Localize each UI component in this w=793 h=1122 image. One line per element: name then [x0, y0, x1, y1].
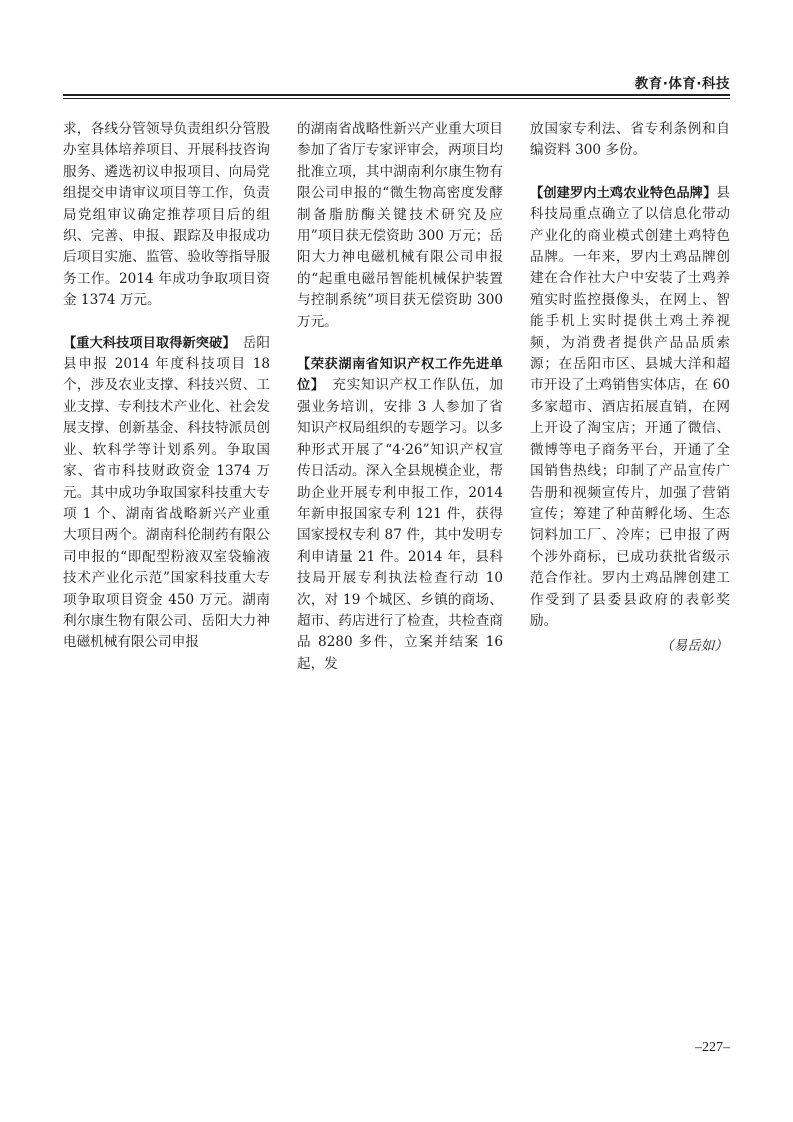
author-credit: （易岳如） — [660, 638, 728, 655]
col3-paragraph-1: 放国家专利法、省专利条例和自编资料 300 多份。 — [530, 121, 730, 159]
column-1 — [63, 119, 270, 654]
col1-section-heading: 【重大科技项目取得新突破】 — [63, 335, 230, 351]
section-header: 教育·体育·科技 — [634, 76, 730, 92]
paragraph-gap — [297, 333, 503, 354]
paragraph-gap — [530, 162, 730, 183]
col2-paragraph-1: 的湖南省战略性新兴产业重大项目参加了省厅专家评审会，两项目均批准立项，其中湖南利尔康生物有限公司申报的“微生物高密度发酵制备脂肪酶关键技术研究及应用”项目获无偿资助 300 万元；岳阳大力神电磁机械有限公司申报的“起重电磁吊智能机械保护装置与控制系统”项目获无偿资助 300 万元。 — [297, 121, 503, 330]
col2-section-heading: 【荣获湖南省知识产权工作先进单位】 — [297, 357, 503, 394]
col3-paragraph-2-body: 县科技局重点确立了以信息化带动产业化的商业模式创建土鸡特色品牌。一年来，罗内土鸡品牌创建在合作社大户中安装了土鸡养殖实时监控摄像头，在网上、智能手机上实时提供土鸡土养视频，为消费者提供产品品质索源；在岳阳市区、县城大洋和超市开设了土鸡销售实体店，在 60 多家超市、酒店拓展直销，在网上开设了淘宝店；开通了微信、微博等电子商务平台，开通了全国销售热线；印制了产品宣传广告册和视频宣传片，加强了营销宣传；筹建了种苗孵化场、生态饲料加工厂、冷库；已申报了两个涉外商标，已成功获批省级示范合作社。罗内土鸡品牌创建工作受到了县委县政府的表彰奖励。 — [530, 184, 730, 629]
col1-paragraph-2 — [63, 333, 270, 654]
paragraph-gap — [63, 312, 270, 333]
col1-paragraph-1: 求，各线分管领导负责组织分管股办室具体培养项目、开展科技咨询服务、遴选初议申报项目、向局党组提交申请审议项目等工作，负责局党组审议确定推荐项目后的组织、完善、申报、跟踪及申报成功后项目实施、监管、验收等指导服务工作。2014 年成功争取项目资金 1374 万元。 — [63, 121, 270, 309]
col2-paragraph-2 — [297, 354, 503, 675]
col3-paragraph-2 — [530, 183, 730, 633]
col2-paragraph-2-body: 充实知识产权工作队伍，加强业务培训，安排 3 人参加了省知识产权局组织的专题学习。以多种形式开展了“4·26”知识产权宣传日活动。深入全县规模企业，帮助企业开展专利申报工作，2014 年新申报国家专利 121 件，获得国家授权专利 87 件，其中发明专利申请量 21 件。2014 年，县科技局开展专利执法检查行动 10 次，对 19 个城区、乡镇的商场、超市、药店进行了检查，共检查商品 8280 多件，立案并结案 16 起，发 — [297, 377, 504, 672]
header-rule-thin — [63, 98, 730, 99]
col1-paragraph-2-body: 岳阳县申报 2014 年度科技项目 18 个，涉及农业支撑、科技兴贸、工业支撑、专利技术产业化、社会发展支撑、创新基金、科技特派员创业、软科学等计划系列。争取国家、省市科技财政资金 1374 万元。其中成功争取国家科技重大专项 1 个、湖南省战略新兴产业重大项目两个。湖南科伦制药有限公司申报的“即配型粉液双室袋输液技术产业化示范”国家科技重大专项争取项目资金 450 万元。湖南利尔康生物有限公司、岳阳大力神电磁机械有限公司申报 — [63, 334, 270, 651]
header-rule — [63, 94, 730, 96]
page-number: –227– — [695, 1040, 730, 1055]
col3-section-heading: 【创建罗内土鸡农业特色品牌】 — [530, 185, 717, 201]
column-2 — [297, 119, 503, 675]
column-3 — [530, 119, 730, 658]
